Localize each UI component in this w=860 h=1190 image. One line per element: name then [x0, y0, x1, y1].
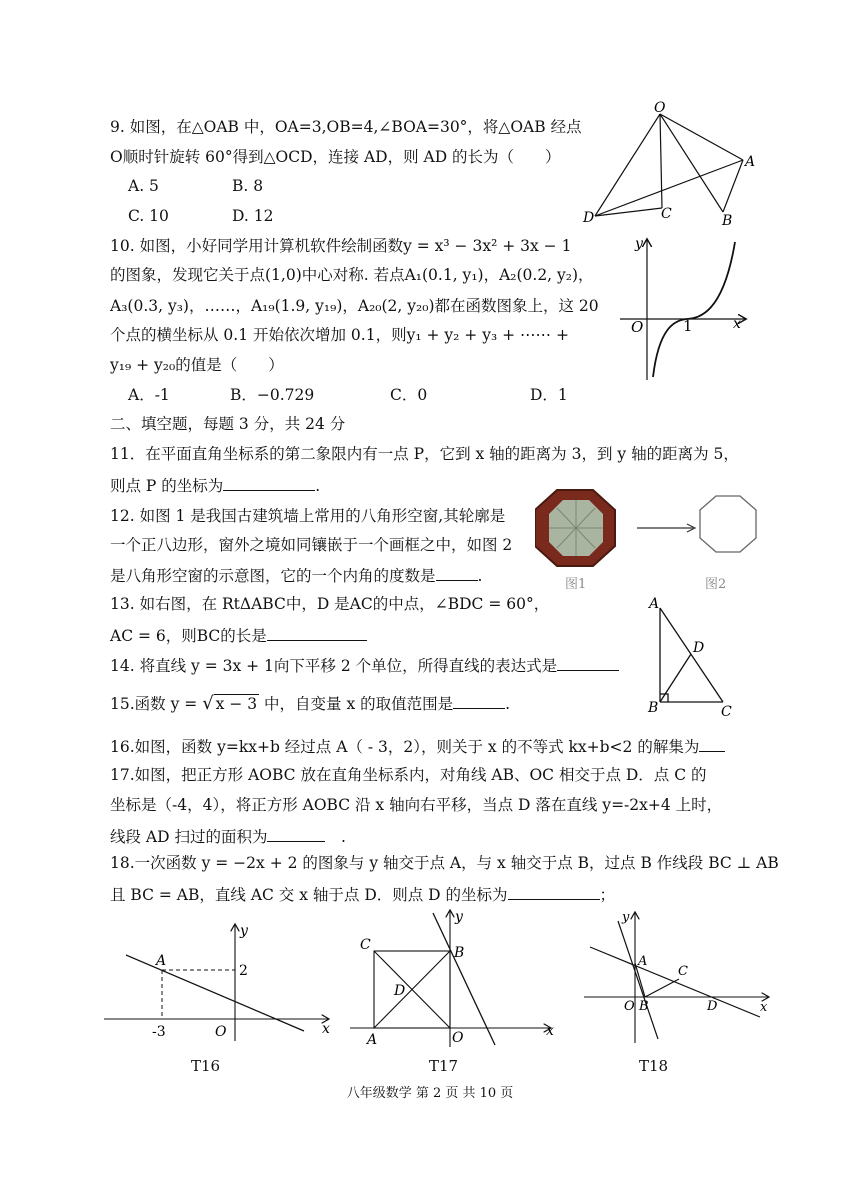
- q14-text: 14. 将直线 y = 3x + 1向下平移 2 个单位，所得直线的表达式是: [110, 657, 558, 675]
- q10-line2: 的图象，发现它关于点(1,0)中心对称. 若点A₁(0.1, y₁)，A₂(0.2, y₂)，: [110, 266, 594, 284]
- q18-line2: 且 BC = AB，直线 AC 交 x 轴于点 D．则点 D 的坐标为 ；: [110, 883, 615, 905]
- t18-label-b: B: [639, 999, 649, 1014]
- q16-line1: [110, 735, 725, 757]
- q9-label-b: B: [722, 213, 733, 229]
- t18-axis-x: x: [760, 1000, 768, 1015]
- q10-cubic-graph: [615, 232, 755, 384]
- t16-axis-y: y: [240, 923, 248, 939]
- sqrt-symbol: √: [202, 693, 214, 714]
- t17-caption: T17: [429, 1057, 459, 1075]
- q9-label-d: D: [583, 210, 595, 226]
- q16-answer-blank[interactable]: [699, 735, 725, 752]
- t18-caption: T18: [639, 1057, 669, 1075]
- octagon-outline: [700, 496, 756, 552]
- q9-label-o: O: [654, 100, 666, 116]
- q10-axis-y: y: [635, 236, 643, 252]
- q10-option-d: D．1: [530, 386, 568, 404]
- q10-option-a: A．-1: [128, 386, 170, 404]
- t17-figure: [350, 905, 565, 1050]
- q11-answer-blank[interactable]: [223, 474, 315, 491]
- t18-axis-y: y: [622, 910, 630, 925]
- t16-figure: [100, 915, 340, 1050]
- q12-fig2-caption: 图2: [705, 577, 727, 592]
- q16-text: 16.如图，函数 y=kx+b 经过点 A（ - 3，2），则关于 x 的不等式 kx+b<2 的解集为: [110, 738, 700, 756]
- q10-line3: A₃(0.3, y₃)，……，A₁₉(1.9, y₁₉)，A₂₀(2, y₂₀)都在函数图象上，这 20: [110, 297, 599, 315]
- t17-label-o: O: [452, 1030, 464, 1046]
- q13-label-b: B: [648, 700, 659, 716]
- t17-label-d: D: [394, 983, 406, 999]
- q12-fig1-caption: 图1: [565, 577, 587, 592]
- q11-line2: 则点 P 的坐标为 .: [110, 474, 320, 496]
- t17-label-a: A: [367, 1032, 378, 1048]
- t18-label-c: C: [678, 964, 688, 979]
- q9-option-a: A. 5: [128, 177, 159, 195]
- t16-caption: T16: [191, 1057, 221, 1075]
- q10-axis-x: x: [733, 316, 741, 332]
- t18-label-o: O: [624, 999, 635, 1014]
- q12-line3: 是八角形空窗的示意图，它的一个内角的度数是 .: [110, 564, 482, 586]
- t16-label-m3: -3: [152, 1024, 166, 1040]
- t17-label-c: C: [360, 937, 371, 953]
- q10-line5: y₁₉ + y₂₀的值是（ ）: [110, 356, 284, 374]
- q15-text-a: 15.函数 y =: [110, 695, 203, 713]
- q11-line1: 11．在平面直角坐标系的第二象限内有一点 P，它到 x 轴的距离为 3，到 y 轴的距离为 5，: [110, 445, 739, 463]
- q13-line2: [110, 624, 367, 646]
- q10-line1: 10. 如图，小好同学用计算机软件绘制函数y = x³ − 3x² + 3x − 1: [110, 237, 572, 255]
- section-heading-fill-blank: 二、填空题，每题 3 分，共 24 分: [110, 415, 346, 433]
- q15-text-b: 中，自变量 x 的取值范围是: [259, 695, 454, 713]
- q14-answer-blank[interactable]: [557, 654, 619, 671]
- q10-option-b: B．−0.729: [230, 386, 315, 404]
- q15-line1: 15.函数 y = √ x − 3 中，自变量 x 的取值范围是 .: [110, 693, 511, 714]
- q12-answer-blank[interactable]: [436, 564, 478, 581]
- q14-line1: [110, 654, 619, 676]
- t16-axis-x: x: [322, 1021, 330, 1037]
- q18-line1: 18.一次函数 y = −2x + 2 的图象与 y 轴交于点 A，与 x 轴交于点 B，过点 B 作线段 BC ⊥ AB: [110, 854, 779, 872]
- page-footer: 八年级数学 第 2 页 共 10 页: [346, 1086, 514, 1101]
- q9-option-b: B. 8: [232, 177, 264, 195]
- q17-line1: 17.如图，把正方形 AOBC 放在直角坐标系内，对角线 AB、OC 相交于点 D．点 C 的: [110, 766, 707, 784]
- q13-answer-blank[interactable]: [267, 624, 367, 641]
- q10-option-c: C．0: [390, 386, 428, 404]
- t16-label-o: O: [215, 1024, 227, 1040]
- q9-triangle-figure: [580, 100, 760, 230]
- q12-window-figures: [535, 488, 765, 568]
- q13-line1: 13. 如右图，在 RtΔABC中，D 是AC的中点，∠BDC = 60°，: [110, 595, 550, 613]
- q15-answer-blank[interactable]: [453, 692, 505, 709]
- t18-figure: [580, 905, 775, 1050]
- q18-answer-blank[interactable]: [508, 883, 600, 900]
- q12-line3-text: 是八角形空窗的示意图，它的一个内角的度数是: [110, 567, 436, 585]
- t18-label-a: A: [638, 954, 648, 969]
- q12-line2: 一个正八边形，窗外之境如同镶嵌于一个画框之中，如图 2: [110, 536, 513, 554]
- q9-option-d: D. 12: [232, 207, 274, 225]
- t18-label-d: D: [707, 999, 718, 1014]
- q17-line3: 线段 AD 扫过的面积为 .: [110, 825, 346, 847]
- q18-line2-text: 且 BC = AB，直线 AC 交 x 轴于点 D．则点 D 的坐标为: [110, 886, 508, 904]
- t16-label-2: 2: [239, 963, 248, 979]
- q13-right-triangle-figure: [645, 594, 745, 719]
- q13-line2-text: AC = 6，则BC的长是: [110, 627, 267, 645]
- q17-line3-text: 线段 AD 扫过的面积为: [110, 828, 268, 846]
- q11-line2-text: 则点 P 的坐标为: [110, 477, 224, 495]
- q10-tick-one: 1: [683, 317, 693, 335]
- t16-label-a: A: [156, 953, 167, 969]
- t17-label-b: B: [454, 945, 465, 961]
- q13-label-a: A: [649, 596, 660, 612]
- t17-axis-x: x: [546, 1023, 554, 1039]
- q17-answer-blank[interactable]: [267, 825, 325, 842]
- q9-label-a: A: [745, 154, 756, 170]
- q9-line2: O顺时针旋转 60°得到△OCD，连接 AD，则 AD 的长为（ ）: [110, 148, 561, 166]
- q9-option-c: C. 10: [128, 207, 169, 225]
- q10-line4: 个点的横坐标从 0.1 开始依次增加 0.1，则y₁ + y₂ + y₃ + ⋯⋯ +: [110, 326, 569, 344]
- q13-label-c: C: [721, 704, 732, 719]
- q9-line1: 9. 如图，在△OAB 中，OA=3,OB=4,∠BOA=30°，将△OAB 经点: [110, 118, 582, 136]
- q15-radicand: x − 3: [215, 695, 258, 713]
- q13-label-d: D: [693, 640, 705, 656]
- q10-origin: O: [631, 318, 644, 336]
- q17-line2: 坐标是（-4，4），将正方形 AOBC 沿 x 轴向右平移，当点 D 落在直线 y=-2x+4 上时，: [110, 796, 723, 814]
- t17-axis-y: y: [455, 909, 463, 925]
- q12-line1: 12. 如图 1 是我国古建筑墙上常用的八角形空窗,其轮廓是: [110, 507, 506, 525]
- q9-label-c: C: [661, 206, 672, 222]
